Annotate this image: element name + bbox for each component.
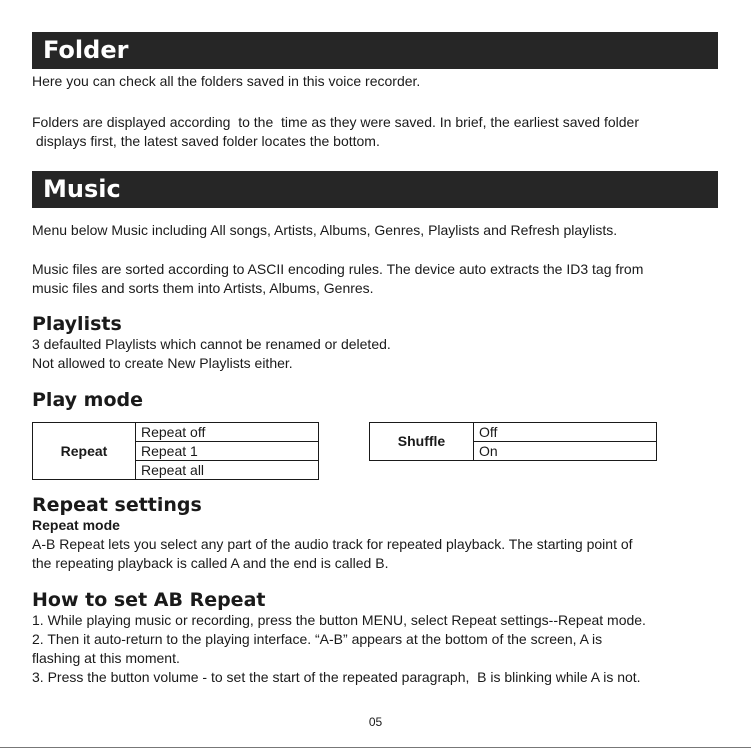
music-menu-text: Menu below Music including All songs, Artists, Albums, Genres, Playlists and Refresh playlists. <box>32 222 618 238</box>
shuffle-key-cell: Shuffle <box>370 423 474 461</box>
repeat-option-cell: Repeat off <box>136 423 319 442</box>
music-heading: Music <box>32 171 718 208</box>
play-mode-heading: Play mode <box>32 389 144 411</box>
repeat-mode-table <box>32 422 319 480</box>
table-row <box>33 423 319 442</box>
repeat-option-cell: Repeat all <box>136 461 319 480</box>
repeat-option-cell: Repeat 1 <box>136 442 319 461</box>
folder-intro: Here you can check all the folders saved in this voice recorder. <box>32 73 421 89</box>
page-number: 05 <box>368 715 383 729</box>
repeat-settings-heading: Repeat settings <box>32 494 202 516</box>
repeat-mode-subheading: Repeat mode <box>32 517 120 533</box>
shuffle-option-cell: Off <box>474 423 657 442</box>
folder-order-text: Folders are displayed according to the time as they were saved. In brief, the earliest saved folder displays first, the latest saved folder locates the bottom. <box>32 114 639 149</box>
playlists-text: 3 defaulted Playlists which cannot be renamed or deleted. Not allowed to create New Playlists either. <box>32 336 391 371</box>
ab-repeat-steps: 1. While playing music or recording, press the button MENU, select Repeat settings--Repeat mode. 2. Then it auto-return to the playing interface. “A-B” appears at the bottom of the screen, A is flashing at this moment. 3. Press the button volume - to set the start of the repeated paragraph, B is blinking while A is not. <box>32 612 646 685</box>
playlists-heading: Playlists <box>32 313 122 335</box>
folder-heading: Folder <box>32 32 718 69</box>
shuffle-mode-table <box>369 422 657 461</box>
footer-divider <box>0 747 751 748</box>
shuffle-option-cell: On <box>474 442 657 461</box>
table-row <box>370 423 657 442</box>
ab-repeat-heading: How to set AB Repeat <box>32 589 266 611</box>
music-sorting-text: Music files are sorted according to ASCII encoding rules. The device auto extracts the ID3 tag from music files and sorts them into Artists, Albums, Genres. <box>32 261 644 296</box>
repeat-settings-text: A-B Repeat lets you select any part of the audio track for repeated playback. The starting point of the repeating playback is called A and the end is called B. <box>32 536 633 571</box>
repeat-key-cell: Repeat <box>33 423 136 480</box>
